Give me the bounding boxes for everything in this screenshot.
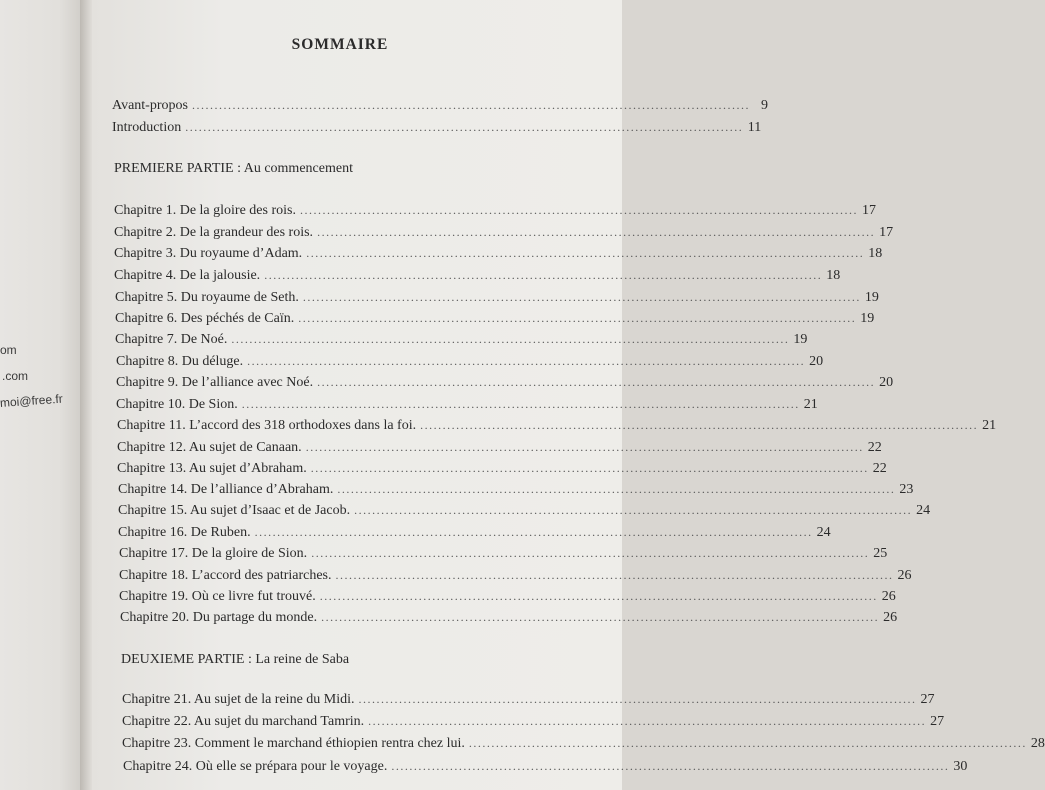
- toc-entry-page: 18: [826, 268, 841, 283]
- leader-dots: ............................................................................................................................: [302, 290, 861, 304]
- toc-entry: [122, 714, 945, 734]
- toc-entry-label: Chapitre 15. Au sujet d’Isaac et de Jacob.: [118, 503, 351, 518]
- left-page-fragment: .com: [2, 369, 29, 383]
- toc-entry-label: Chapitre 6. Des péchés de Caïn.: [115, 311, 295, 326]
- leader-dots: ............................................................................................................................: [321, 610, 880, 624]
- toc-entry: [119, 568, 912, 588]
- toc-entry: [114, 268, 841, 288]
- leader-dots: ............................................................................................................................: [337, 482, 896, 496]
- leader-dots: ............................................................................................................................: [391, 759, 950, 773]
- toc-entry: [122, 736, 1045, 756]
- toc-entry-label: Chapitre 22. Au sujet du marchand Tamrin.: [122, 714, 365, 729]
- toc-entry-page: 24: [816, 525, 831, 540]
- toc-entry: [118, 503, 931, 523]
- leader-dots: ............................................................................................................................: [317, 225, 876, 239]
- toc-entry-page: 28: [1030, 736, 1045, 751]
- toc-entry: [118, 525, 831, 545]
- toc-entry-page: 27: [920, 692, 935, 707]
- toc-entry-page: 19: [793, 332, 808, 347]
- toc-entry-label: Chapitre 14. De l’alliance d’Abraham.: [118, 482, 334, 497]
- toc-entry-page: 9: [760, 98, 768, 113]
- leader-dots: ............................................................................................................................: [241, 397, 800, 411]
- leader-dots: ............................................................................................................................: [368, 714, 927, 728]
- toc-entry: [119, 546, 888, 566]
- toc-entry-label: Chapitre 4. De la jalousie.: [114, 268, 261, 283]
- toc-entry: [122, 692, 935, 712]
- toc-entry-label: Chapitre 10. De Sion.: [116, 397, 238, 412]
- toc-entry-label: Chapitre 13. Au sujet d’Abraham.: [117, 461, 307, 476]
- leader-dots: ............................................................................................................................: [354, 503, 913, 517]
- toc-entry-page: 20: [809, 354, 824, 369]
- toc-entry: [114, 203, 876, 223]
- toc-entry-label: Chapitre 11. L’accord des 318 orthodoxes dans la foi.: [117, 418, 417, 433]
- toc-entry-introduction: [112, 120, 762, 140]
- toc-entry-label: Chapitre 2. De la grandeur des rois.: [114, 225, 314, 240]
- toc-entry-label: Chapitre 3. Du royaume d’Adam.: [114, 246, 303, 261]
- toc-entry: [116, 375, 894, 395]
- toc-entry-label: Chapitre 19. Où ce livre fut trouvé.: [119, 589, 316, 604]
- toc-entry: [116, 397, 818, 417]
- toc-entry: [117, 418, 997, 438]
- toc-entry-page: 23: [899, 482, 914, 497]
- toc-entry: [120, 610, 898, 630]
- part-heading-1: PREMIERE PARTIE : Au commencement: [114, 161, 353, 176]
- left-page: [0, 0, 84, 790]
- part-heading-2: DEUXIEME PARTIE : La reine de Saba: [121, 652, 350, 667]
- leader-dots: ............................................................................................................................: [305, 440, 864, 454]
- toc-entry-label: Chapitre 1. De la gloire des rois.: [114, 203, 296, 218]
- toc-entry-page: 26: [881, 589, 896, 604]
- toc-entry: [118, 482, 914, 502]
- toc-entry-page: 22: [872, 461, 887, 476]
- toc-entry-label: Chapitre 21. Au sujet de la reine du Midi.: [122, 692, 355, 707]
- toc-entry-label: Chapitre 23. Comment le marchand éthiopien rentra chez lui.: [122, 736, 465, 751]
- toc-entry-page: 26: [897, 568, 912, 583]
- toc-entry: [114, 225, 894, 245]
- toc-entry-page: 25: [873, 546, 888, 561]
- toc-entry: [114, 246, 883, 266]
- leader-dots: ............................................................................................................................: [319, 589, 878, 603]
- toc-entry-page: 11: [747, 120, 762, 135]
- leader-dots: ............................................................................................................................: [254, 525, 813, 539]
- toc-entry-label: Chapitre 20. Du partage du monde.: [120, 610, 318, 625]
- toc-entry-label: Chapitre 24. Où elle se prépara pour le voyage.: [123, 759, 388, 774]
- toc-entry-label: Chapitre 12. Au sujet de Canaan.: [117, 440, 302, 455]
- toc-entry: [115, 332, 808, 352]
- toc-entry-avant-propos: [112, 98, 768, 118]
- leader-dots: ............................................................................................................................: [420, 418, 979, 432]
- leader-dots: ............................................................................................................................: [358, 692, 917, 706]
- toc-entry-page: 26: [883, 610, 898, 625]
- leader-dots: ............................................................................................................................: [299, 203, 858, 217]
- toc-entry-label: Chapitre 17. De la gloire de Sion.: [119, 546, 308, 561]
- toc-entry-page: 17: [879, 225, 894, 240]
- left-page-fragment: moi@free.fr: [0, 391, 64, 410]
- toc-entry: [116, 354, 824, 374]
- toc-entry: [123, 759, 968, 779]
- leader-dots: ............................................................................................................................: [311, 546, 870, 560]
- toc-entry-page: 18: [868, 246, 883, 261]
- toc-entry-page: 22: [867, 440, 882, 455]
- toc-entry-label: Avant-propos: [112, 98, 188, 113]
- leader-dots: ............................................................................................................................: [310, 461, 869, 475]
- leader-dots: ............................................................................................................................: [317, 375, 876, 389]
- leader-dots: ............................................................................................................................: [306, 246, 865, 260]
- left-page-fragment: om: [0, 343, 17, 357]
- leader-dots: ............................................................................................................................: [231, 332, 790, 346]
- toc-entry-label: Chapitre 16. De Ruben.: [118, 525, 251, 540]
- toc-entry-page: 19: [860, 311, 875, 326]
- toc-entry: [117, 440, 882, 460]
- leader-dots: ............................................................................................................................: [298, 311, 857, 325]
- toc-entry-label: Chapitre 7. De Noé.: [115, 332, 228, 347]
- leader-dots: ............................................................................................................................: [264, 268, 823, 282]
- toc-entry-page: 17: [861, 203, 876, 218]
- toc-entry-label: Chapitre 5. Du royaume de Seth.: [115, 290, 299, 305]
- toc-entry: [119, 589, 896, 609]
- toc-entry-page: 27: [930, 714, 945, 729]
- toc-entry-page: 21: [982, 418, 997, 433]
- toc-entry-label: Chapitre 9. De l’alliance avec Noé.: [116, 375, 314, 390]
- leader-dots: ............................................................................................................................: [335, 568, 894, 582]
- leader-dots: ............................................................................................................................: [247, 354, 806, 368]
- toc-entry-page: 19: [864, 290, 879, 305]
- toc-entry-label: Chapitre 18. L’accord des patriarches.: [119, 568, 332, 583]
- toc-entry-page: 30: [953, 759, 968, 774]
- toc-entry: [117, 461, 887, 481]
- toc-entry-page: 21: [803, 397, 818, 412]
- leader-dots: ............................................................................................................................: [191, 98, 750, 112]
- toc-page: [92, 0, 1045, 790]
- toc-title: SOMMAIRE: [291, 36, 389, 53]
- toc-entry-label: Chapitre 8. Du déluge.: [116, 354, 244, 369]
- toc-entry-label: Introduction: [112, 120, 182, 135]
- toc-entry: [115, 311, 875, 331]
- leader-dots: ............................................................................................................................: [468, 736, 1027, 750]
- toc-entry-page: 24: [916, 503, 931, 518]
- toc-entry: [115, 290, 879, 310]
- leader-dots: ............................................................................................................................: [185, 120, 744, 134]
- toc-entry-page: 20: [879, 375, 894, 390]
